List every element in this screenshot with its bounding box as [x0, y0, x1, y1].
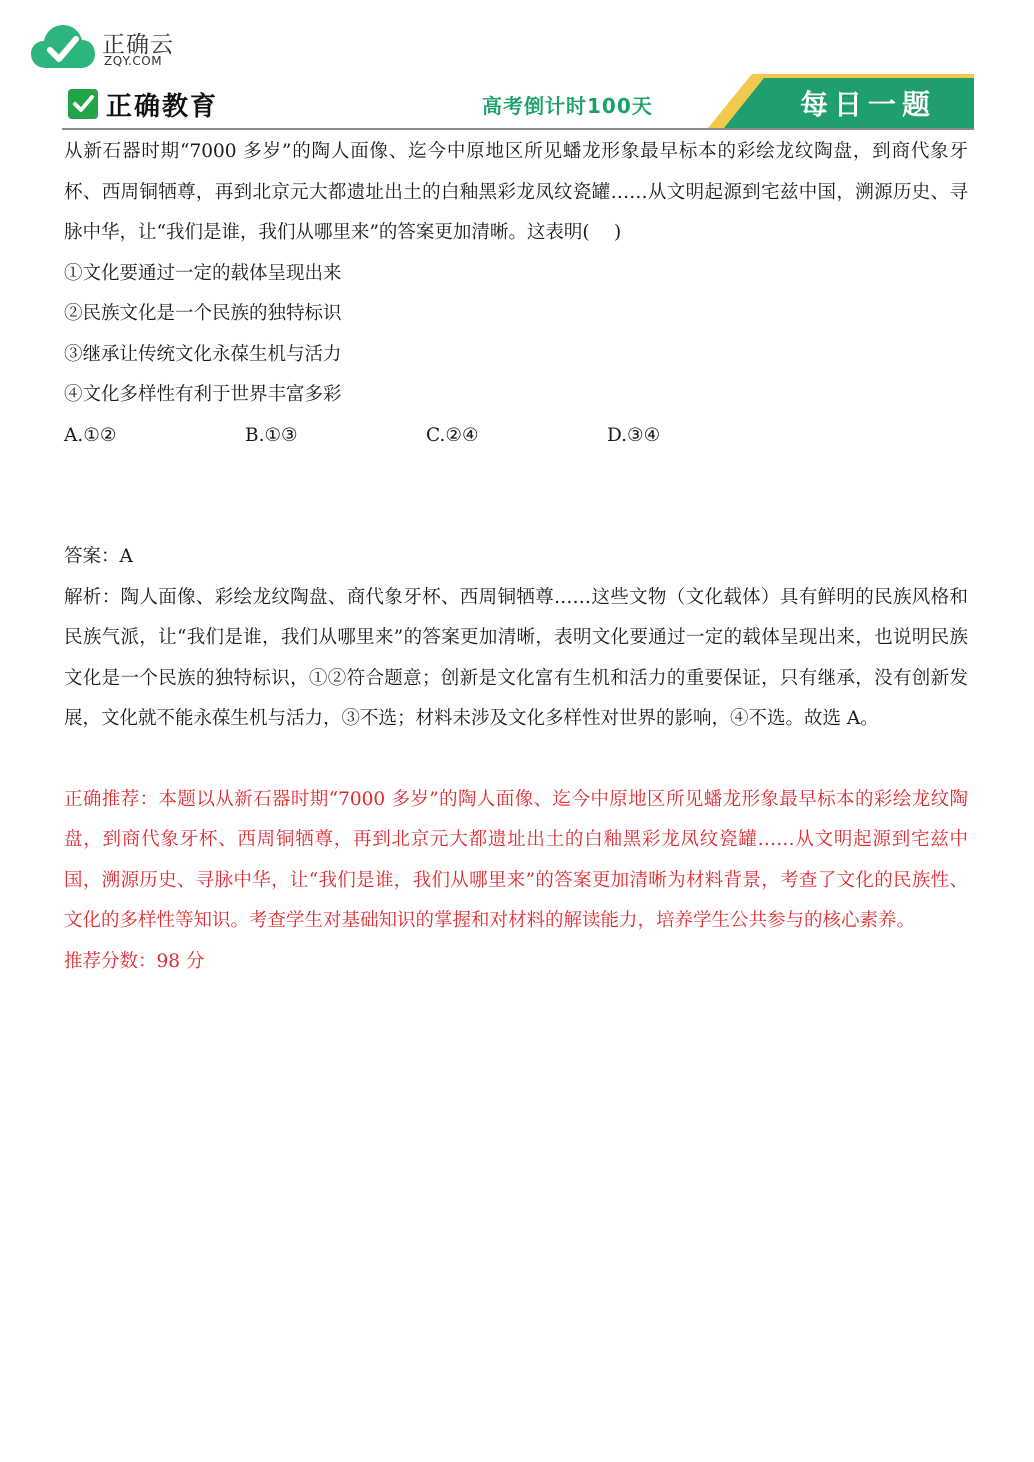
- cloud-check-icon: [30, 22, 96, 72]
- statement-4: ④文化多样性有利于世界丰富多彩: [64, 384, 342, 405]
- edu-logo-text: 正确教育: [106, 91, 219, 122]
- zqy-logo: [30, 22, 190, 74]
- countdown-text: 高考倒计时100天: [482, 94, 653, 118]
- spacer: [64, 740, 968, 780]
- answer-label: 答案：A: [64, 546, 133, 567]
- daily-question-label: 每日一题: [799, 88, 936, 121]
- option-d: D.③④: [607, 424, 661, 446]
- recommendation-text: 正确推荐：本题以从新石器时期“7000 多岁”的陶人面像、迄今中原地区所见蟠龙形象最早标本的彩绘龙纹陶盘，到商代象牙杯、西周铜牺尊，再到北京元大都遗址出土的白釉黑彩龙凤纹瓷罐……从文明起源到宅兹中国，溯源历史、寻脉中华，让“我们是谁，我们从哪里来”的答案更加清晰为材料背景，考查了文化的民族性、文化的多样性等知识。考查学生对基础知识的掌握和对材料的解读能力，培养学生公共参与的核心素养。: [64, 788, 968, 931]
- answer-analysis: 解析：陶人面像、彩绘龙纹陶盘、商代象牙杯、西周铜牺尊……这些文物（文化载体）具有鲜明的民族风格和民族气派，让“我们是谁，我们从哪里来”的答案更加清晰，表明文化要通过一定的载体呈现出来，也说明民族文化是一个民族的独特标识，①②符合题意；创新是文化富有生机和活力的重要保证，只有继承，没有创新发展，文化就不能永葆生机与活力，③不选；材料未涉及文化多样性对世界的影响，④不选。故选 A。: [64, 586, 968, 729]
- check-icon: [68, 89, 98, 119]
- brand-name-cn: 正确云: [102, 32, 174, 58]
- header-divider: [62, 128, 974, 130]
- statement-3: ③继承让传统文化永葆生机与活力: [64, 343, 342, 365]
- option-a: A.①②: [64, 424, 117, 446]
- question-stem: 从新石器时期“7000 多岁”的陶人面像、迄今中原地区所见蟠龙形象最早标本的彩绘龙纹陶盘，到商代象牙杯、西周铜牺尊，再到北京元大都遗址出土的白釉黑彩龙凤纹瓷罐……从文明起源到宅兹中国，溯源历史、寻脉中华，让“我们是谁，我们从哪里来”的答案更加清晰。这表明( ): [64, 141, 968, 243]
- spacer: [64, 456, 968, 537]
- answer-options: [64, 416, 968, 457]
- edu-logo: [68, 86, 218, 122]
- option-b: B.①③: [245, 424, 298, 446]
- option-c: C.②④: [426, 424, 479, 446]
- recommendation-score: 推荐分数：98 分: [64, 950, 205, 972]
- document-body: [64, 132, 968, 982]
- statement-1: ①文化要通过一定的载体呈现出来: [64, 262, 342, 284]
- statement-2: ②民族文化是一个民族的独特标识: [64, 303, 342, 324]
- header-bar: [62, 74, 974, 130]
- brand-name-en: ZQY.COM: [104, 54, 163, 68]
